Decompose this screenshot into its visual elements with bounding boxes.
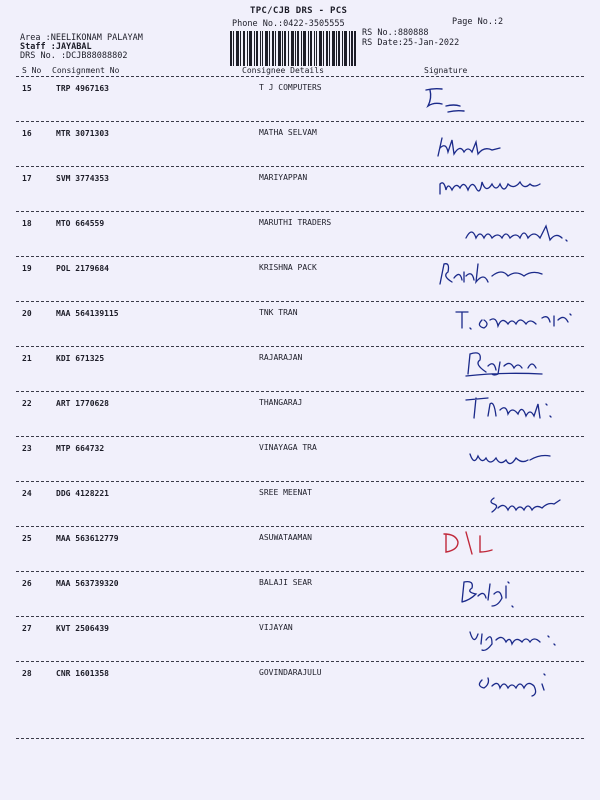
consignee-name: VINAYAGA TRA — [259, 443, 317, 452]
rs-number: RS No.:880888 — [362, 28, 429, 38]
row-divider — [16, 121, 584, 122]
consignment-number: MTR 3071303 — [56, 129, 109, 138]
serial-number: 21 — [22, 354, 32, 363]
serial-number: 25 — [22, 534, 32, 543]
consignee-name: MARIYAPPAN — [259, 173, 308, 182]
page-number: Page No.:2 — [452, 17, 504, 27]
signature-row-15 — [420, 84, 480, 118]
consignment-number: TRP 4967163 — [56, 84, 109, 93]
signature-row-17 — [434, 172, 544, 200]
consignment-number: KDI 671325 — [56, 354, 105, 363]
consignment-number: MAA 564139115 — [56, 309, 119, 318]
row-divider — [16, 211, 584, 212]
consignment-number: CNR 1601358 — [56, 669, 109, 678]
row-divider — [16, 256, 584, 257]
row-divider — [16, 166, 584, 167]
signature-row-21 — [462, 348, 552, 378]
consignment-number: POL 2179684 — [56, 264, 109, 273]
consignee-name: THANGARAJ — [259, 398, 303, 407]
serial-number: 17 — [22, 174, 32, 183]
handwritten-note-row-25 — [438, 530, 498, 556]
serial-number: 16 — [22, 129, 32, 138]
signature-row-18 — [462, 222, 572, 248]
row-divider — [16, 661, 584, 662]
consignment-number: MAA 563739320 — [56, 579, 119, 588]
row-divider — [16, 616, 584, 617]
serial-number: 24 — [22, 489, 32, 498]
serial-number: 20 — [22, 309, 32, 318]
barcode — [230, 31, 356, 66]
signature-row-27 — [466, 624, 566, 654]
consignee-name: RAJARAJAN — [259, 353, 303, 362]
serial-number: 26 — [22, 579, 32, 588]
consignee-name: SREE MEENAT — [259, 488, 312, 497]
col-header-consignment: Consignment No — [52, 66, 120, 75]
document-title: TPC/CJB DRS - PCS — [250, 6, 348, 16]
signature-row-20 — [450, 306, 580, 334]
consignment-number: ART 1770628 — [56, 399, 109, 408]
consignee-name: T J COMPUTERS — [259, 83, 322, 92]
serial-number: 15 — [22, 84, 32, 93]
signature-row-28 — [474, 668, 568, 696]
drs-number: DRS No. :DCJB88088802 — [20, 51, 128, 61]
row-divider — [16, 571, 584, 572]
row-divider — [16, 526, 584, 527]
signature-row-24 — [484, 490, 564, 518]
header-divider — [16, 76, 584, 77]
consignee-name: KRISHNA PACK — [259, 263, 317, 272]
serial-number: 18 — [22, 219, 32, 228]
consignee-name: GOVINDARAJULU — [259, 668, 322, 677]
consignee-name: MARUTHI TRADERS — [259, 218, 332, 227]
consignment-number: MAA 563612779 — [56, 534, 119, 543]
row-divider — [16, 436, 584, 437]
consignee-name: MATHA SELVAM — [259, 128, 317, 137]
signature-row-19 — [432, 260, 552, 290]
consignment-number: SVM 3774353 — [56, 174, 109, 183]
area-label: Area :NEELIKONAM PALAYAM — [20, 33, 143, 43]
serial-number: 19 — [22, 264, 32, 273]
signature-row-22 — [462, 394, 558, 424]
col-header-consignee: Consignee Details — [242, 66, 324, 75]
signature-row-26 — [456, 576, 532, 610]
col-header-sno: S No — [22, 66, 42, 75]
consignee-name: VIJAYAN — [259, 623, 293, 632]
staff-label: Staff :JAYABAL — [20, 42, 92, 52]
serial-number: 28 — [22, 669, 32, 678]
consignee-name: ASUWATAAMAN — [259, 533, 312, 542]
row-divider — [16, 391, 584, 392]
signature-row-23 — [466, 448, 556, 474]
row-divider — [16, 481, 584, 482]
consignment-number: MTO 664559 — [56, 219, 105, 228]
serial-number: 22 — [22, 399, 32, 408]
phone-number: Phone No.:0422-3505555 — [232, 19, 345, 29]
consignment-number: DDG 4128221 — [56, 489, 109, 498]
rs-date: RS Date:25-Jan-2022 — [362, 38, 460, 48]
col-header-signature: Signature — [424, 66, 468, 75]
consignee-name: BALAJI SEAR — [259, 578, 312, 587]
footer-divider — [16, 738, 584, 739]
consignment-number: KVT 2506439 — [56, 624, 109, 633]
row-divider — [16, 346, 584, 347]
consignee-name: TNK TRAN — [259, 308, 298, 317]
row-divider — [16, 301, 584, 302]
serial-number: 27 — [22, 624, 32, 633]
signature-row-16 — [434, 134, 504, 162]
serial-number: 23 — [22, 444, 32, 453]
consignment-number: MTP 664732 — [56, 444, 105, 453]
